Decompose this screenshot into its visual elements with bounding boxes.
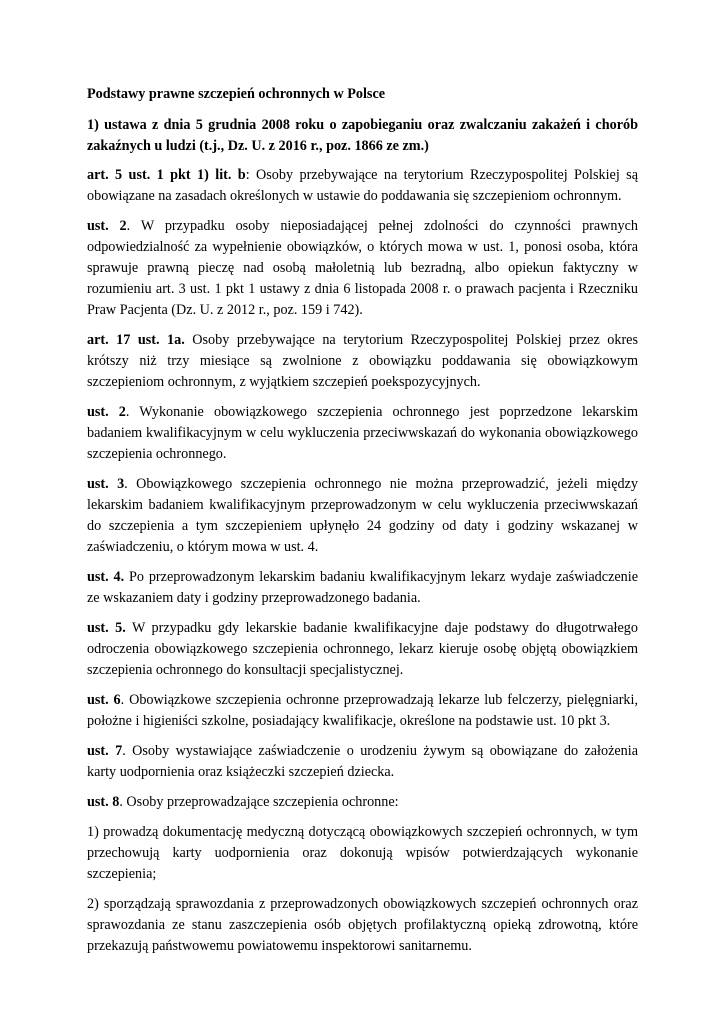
- paragraph-ref: ust. 3: [87, 476, 125, 492]
- paragraph-text: Po przeprowadzonym lekarskim badaniu kwalifikacyjnym lekarz wydaje zaświadczenie ze wskazaniem daty i godziny przeprowadzonego badania.: [87, 569, 638, 606]
- paragraph-art5: [87, 165, 638, 207]
- paragraph-art17-ust7: [87, 741, 638, 783]
- paragraph-art17-ust5: [87, 618, 638, 681]
- paragraph-text: . Wykonanie obowiązkowego szczepienia ochronnego jest poprzedzone lekarskim badaniem kwalifikacyjnym w celu wykluczenia przeciwwskazań do wykonania obowiązkowego szczepienia ochronnego.: [87, 404, 638, 462]
- paragraph-ref: art. 17 ust. 1a.: [87, 332, 185, 348]
- paragraph-ref: ust. 7: [87, 743, 123, 759]
- paragraph-ref: ust. 5.: [87, 620, 126, 636]
- paragraph-art17-ust3: [87, 474, 638, 558]
- paragraph-text: . Obowiązkowego szczepienia ochronnego nie można przeprowadzić, jeżeli między lekarskim badaniem kwalifikacyjnym przeprowadzonym w celu wykluczenia przeciwwskazań do szczepienia a tym szczepieniem upłynęło 24 godziny od daty i godziny wskazanej w zaświadczeniu, o którym mowa w ust. 4.: [87, 476, 638, 555]
- paragraph-ref: ust. 8: [87, 794, 120, 810]
- paragraph-art5-ust2: [87, 216, 638, 321]
- paragraph-ref: ust. 2: [87, 218, 127, 234]
- paragraph-text: 1) prowadzą dokumentację medyczną dotyczącą obowiązkowych szczepień ochronnych, w tym przechowują karty uodpornienia oraz dokonują wpisów potwierdzających wykonanie szczepienia;: [87, 824, 638, 882]
- paragraph-text: : Osoby przebywające na terytorium Rzeczypospolitej Polskiej są obowiązane na zasadach określonych w ustawie do poddawania się szczepieniom ochronnym.: [87, 167, 638, 204]
- document-title: Podstawy prawne szczepień ochronnych w Polsce: [87, 86, 386, 102]
- law-heading: 1) ustawa z dnia 5 grudnia 2008 roku o zapobieganiu oraz zwalczaniu zakażeń i chorób zakaźnych u ludzi (t.j., Dz. U. z 2016 r., poz. 1866 ze zm.): [87, 117, 638, 154]
- paragraph-art17-ust2: [87, 402, 638, 465]
- document-page: [87, 84, 638, 966]
- paragraph-text: 2) sporządzają sprawozdania z przeprowadzonych obowiązkowych szczepień ochronnych oraz sprawozdania ze stanu zaszczepienia osób objętych profilaktyczną opieką zdrowotną, które przekazują państwowemu powiatowemu inspektorowi sanitarnemu.: [87, 896, 638, 954]
- paragraph-art17-ust8: [87, 792, 638, 813]
- paragraph-text: Osoby przebywające na terytorium Rzeczypospolitej Polskiej przez okres krótszy niż trzy miesiące są zwolnione z obowiązku poddawania się obowiązkowym szczepieniom ochronnym, z wyjątkiem szczepień poekspozycyjnych.: [87, 332, 638, 390]
- paragraph-text: . Osoby przeprowadzające szczepienia ochronne:: [119, 794, 399, 810]
- paragraph-text: W przypadku gdy lekarskie badanie kwalifikacyjne daje podstawy do długotrwałego odroczenia obowiązkowego szczepienia ochronnego, lekarz kieruje osobę objętą obowiązkiem szczepienia ochronnego do konsultacji specjalistycznej.: [87, 620, 638, 678]
- paragraph-text: . Obowiązkowe szczepienia ochronne przeprowadzają lekarze lub felczerzy, pielęgniarki, położne i higieniści szkolne, posiadający kwalifikacje, określone na podstawie ust. 10 pkt 3.: [87, 692, 638, 729]
- paragraph-text: . W przypadku osoby nieposiadającej pełnej zdolności do czynności prawnych odpowiedzialność za wypełnienie obowiązków, o których mowa w ust. 1, ponosi osoba, która sprawuje prawną pieczę nad osobą małoletnią lub bezradną, albo opiekun faktyczny w rozumieniu art. 3 ust. 1 pkt 1 ustawy z dnia 6 listopada 2008 r. o prawach pacjenta i Rzeczniku Praw Pacjenta (Dz. U. z 2012 r., poz. 159 i 742).: [87, 218, 639, 318]
- list-item-1: [87, 822, 638, 885]
- paragraph-art17-ust4: [87, 567, 638, 609]
- paragraph-ref: ust. 2: [87, 404, 126, 420]
- paragraph-ref: ust. 6: [87, 692, 121, 708]
- paragraph-text: . Osoby wystawiające zaświadczenie o urodzeniu żywym są obowiązane do założenia karty uodpornienia oraz książeczki szczepień dziecka.: [87, 743, 638, 780]
- list-item-2: [87, 894, 638, 957]
- paragraph-art17: [87, 330, 638, 393]
- paragraph-art17-ust6: [87, 690, 638, 732]
- paragraph-ref: art. 5 ust. 1 pkt 1) lit. b: [87, 167, 246, 183]
- paragraph-ref: ust. 4.: [87, 569, 125, 585]
